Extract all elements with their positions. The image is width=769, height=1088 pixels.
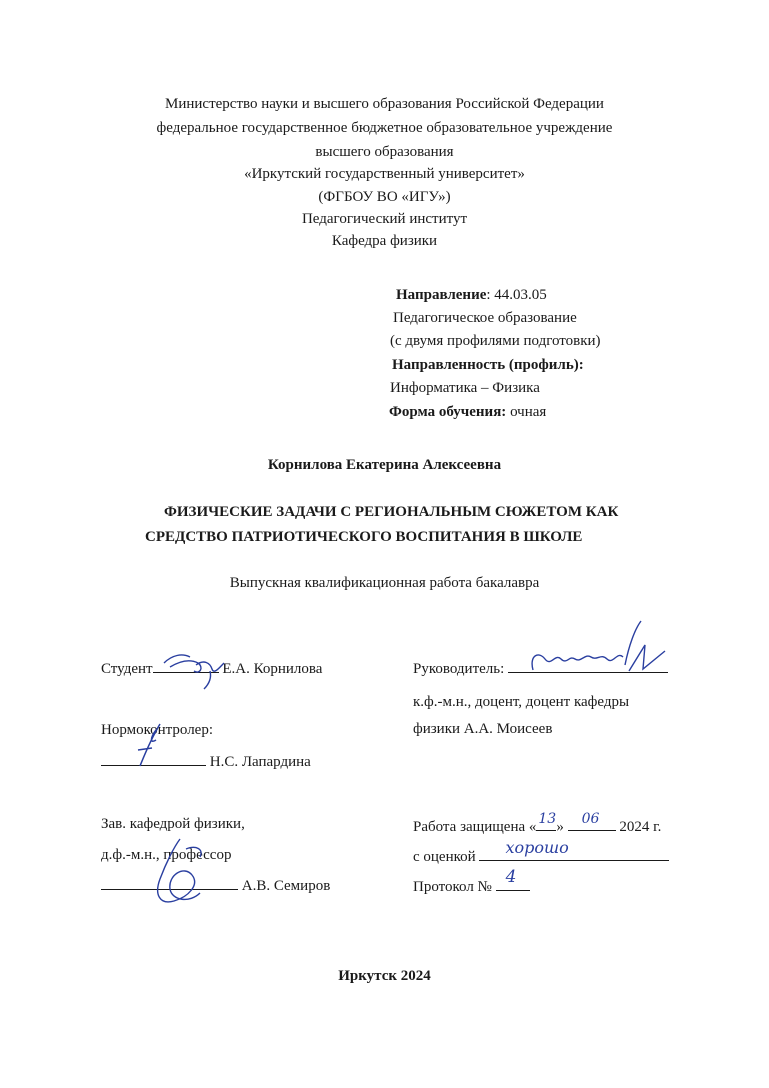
student-signature [160,645,235,690]
defense-day: 13 [538,811,557,827]
protocol-value: 4 [505,867,517,887]
grade-line [413,838,669,865]
thesis-title-line-2: СРЕДСТВО ПАТРИОТИЧЕСКОГО ВОСПИТАНИЯ В ШКОЛЕ [145,529,583,545]
normcontrol-signature [130,720,170,770]
study-form-value: очная [506,404,547,420]
study-form-label: Форма обучения: [389,404,507,420]
head-signature [140,835,220,910]
department-line: Кафедра физики [331,233,438,249]
supervisor-signature [525,615,675,685]
protocol-label: Протокол № [413,879,492,895]
normcontrol-name: Н.С. Лапардина [209,754,311,770]
work-type: Выпускная квалификационная работа бакалавра [229,575,540,591]
education-level-line: высшего образования [315,144,454,160]
profile-value: Информатика – Физика [390,380,540,396]
supervisor-name: физики А.А. Моисеев [413,721,553,737]
institute-line: Педагогический институт [301,211,468,227]
grade-field [479,838,669,861]
defense-day-field [536,811,557,831]
supervisor-title: к.ф.-м.н., доцент, доцент кафедры [413,694,630,710]
direction-line-2: Педагогическое образование [393,310,577,326]
student-name: Е.А. Корнилова [222,661,323,677]
ministry-line: Министерство науки и высшего образования Российской Федерации [165,96,604,112]
normcontrol-label: Нормоконтролер: [101,722,214,738]
defense-month: 06 [581,811,600,827]
protocol-field [496,867,530,891]
direction-value: : 44.03.05 [486,287,547,303]
student-label: Студент [101,661,153,677]
defense-year: 2024 г. [619,819,662,835]
defense-day-close: » [556,819,564,835]
city-year: Иркутск 2024 [338,968,431,984]
direction-line-3: (с двумя профилями подготовки) [390,333,601,349]
direction-label: Направление [396,287,487,303]
defense-month-field [568,811,616,831]
profile-label: Направленность (профиль): [392,357,584,373]
grade-value: хорошо [505,838,569,857]
institution-type-line: федеральное государственное бюджетное образовательное учреждение [156,120,613,136]
supervisor-label: Руководитель: [413,661,505,677]
protocol-line [413,867,530,895]
defense-date-line [413,811,662,835]
thesis-title-line-1: ФИЗИЧЕСКИЕ ЗАДАЧИ С РЕГИОНАЛЬНЫМ СЮЖЕТОМ КАК [164,504,619,520]
head-title: д.ф.-м.н., профессор [101,847,232,863]
university-name-line: «Иркутский государственный университет» [244,166,525,182]
head-label: Зав. кафедрой физики, [101,816,245,832]
direction-line [396,288,547,303]
head-name: А.В. Семиров [241,878,331,894]
defense-label: Работа защищена « [413,819,537,835]
grade-label: с оценкой [413,849,476,865]
study-form-line [389,405,546,420]
university-abbr-line: (ФГБОУ ВО «ИГУ») [318,189,451,205]
author-name: Корнилова Екатерина Алексеевна [267,457,502,473]
